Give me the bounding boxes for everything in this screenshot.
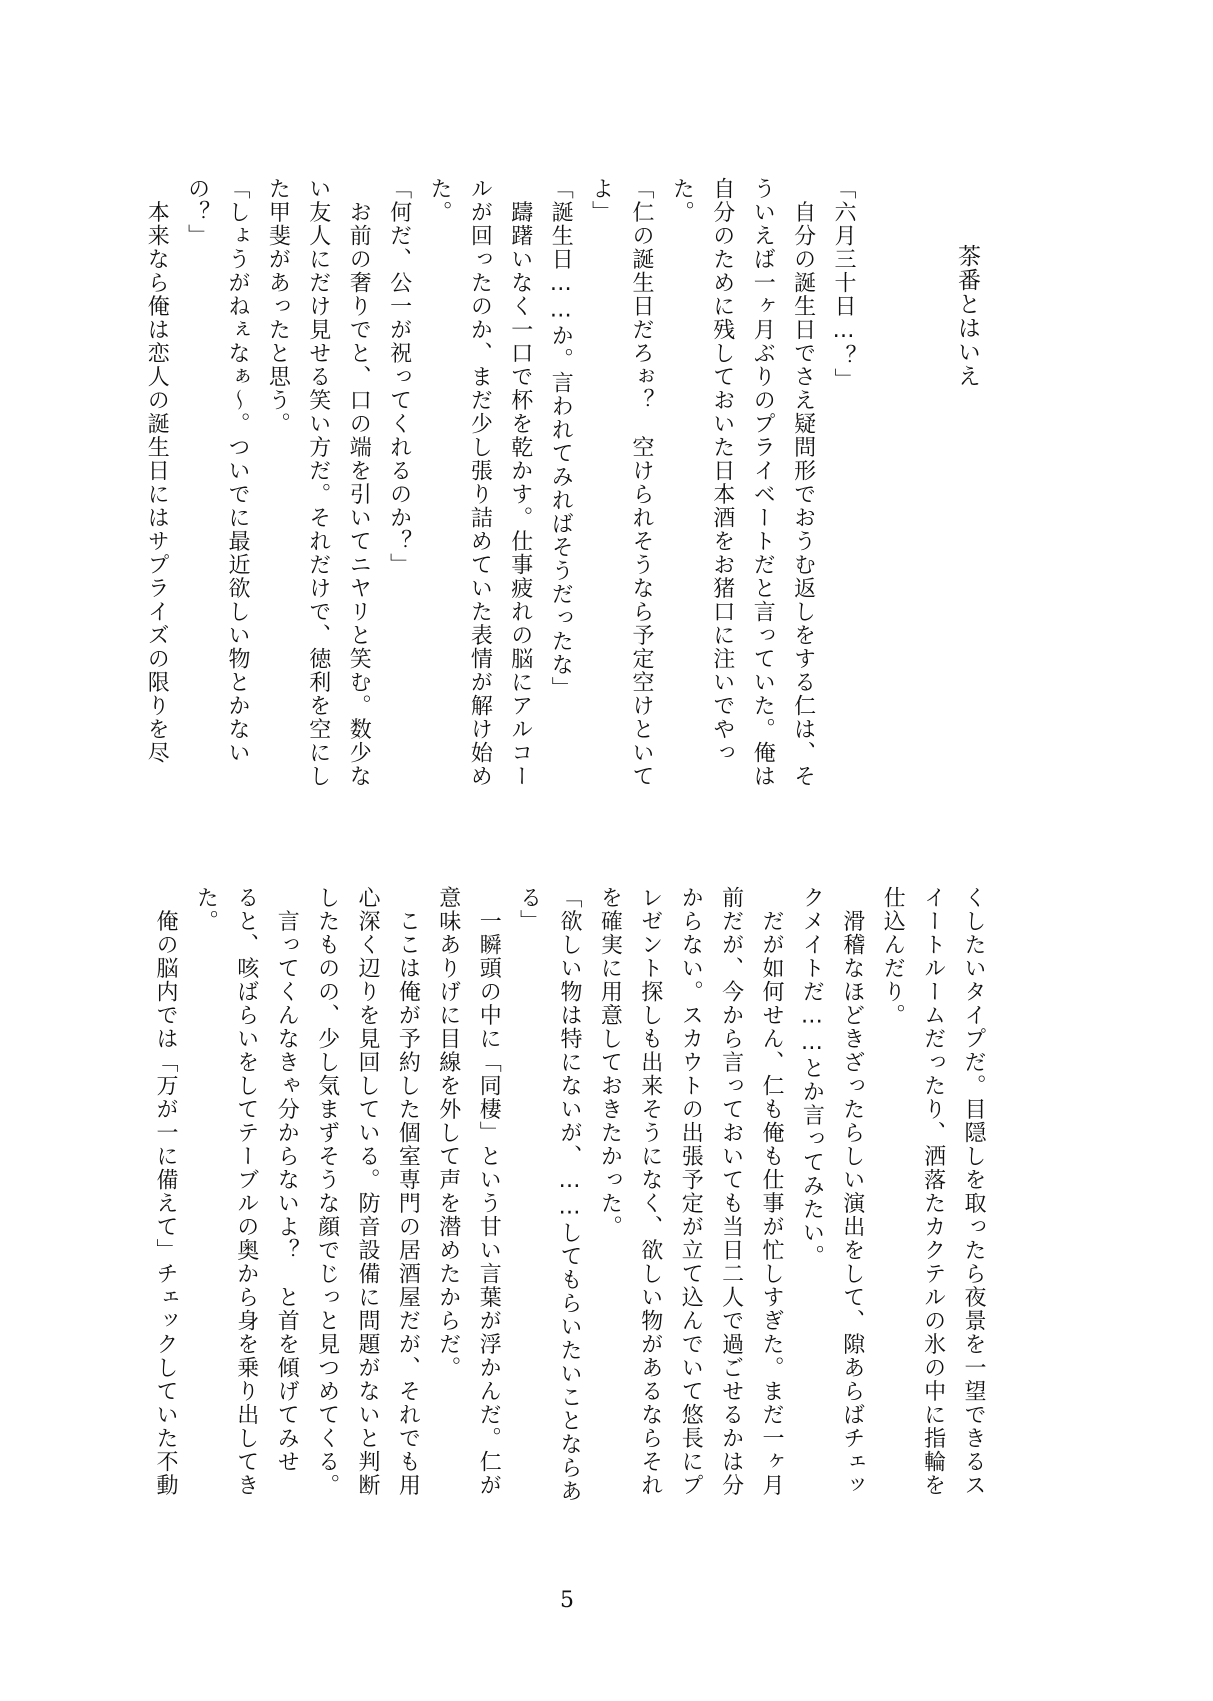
text-line: 自分のために残しておいた日本酒をお猪口に注いでやっ	[709, 177, 735, 765]
text-line: た。	[669, 177, 695, 224]
text-line: ここは俺が予約した個室専門の居酒屋だが、それでも用	[395, 886, 421, 1497]
text-line: だが如何せん、仁も俺も仕事が忙しすぎた。まだ一ヶ月	[759, 886, 784, 1497]
text-line: したものの、少し気まずそうな顔でじっと見つめてくる。	[314, 886, 340, 1497]
text-line: を確実に用意しておきたかった。	[597, 886, 623, 1239]
text-line: お前の奢りでと、口の端を引いてニヤリと笑む。数少な	[346, 177, 372, 788]
text-line: の？」	[184, 177, 210, 248]
text-line: 滑稽なほどきざったらしい演出をして、隙あらばチェッ	[839, 886, 865, 1497]
text-line: 俺の脳内では「万が一に備えて」チェックしていた不動	[153, 886, 178, 1497]
text-line: 「しょうがねぇなぁ～。ついでに最近欲しい物とかない	[225, 177, 250, 765]
text-line: 意味ありげに目線を外して声を潜めたからだ。	[435, 886, 461, 1380]
page-number: 5	[560, 1588, 574, 1613]
text-line: 躊躇いなく一口で杯を乾かす。仕事疲れの脳にアルコー	[507, 177, 533, 788]
text-line: イートルームだったり、洒落たカクテルの氷の中に指輪を	[920, 886, 946, 1497]
text-line: 一瞬頭の中に「同棲」という甘い言葉が浮かんだ。仁が	[476, 886, 502, 1497]
text-line: た。	[193, 886, 219, 933]
text-line: くしたいタイプだ。目隠しを取ったら夜景を一望できるス	[961, 886, 986, 1497]
text-line: る」	[516, 886, 542, 933]
chapter-title: 茶番とはいえ	[954, 244, 980, 388]
text-line: た。	[427, 177, 452, 224]
text-line: ういえば一ヶ月ぶりのプライベートだと言っていた。俺は	[750, 177, 776, 788]
text-line: 「仁の誕生日だろぉ？ 空けられそうなら予定空けといて	[629, 177, 654, 788]
text-line: 「六月三十日…？」	[831, 177, 856, 392]
text-line: 言ってくんなきゃ分からないよ？ と首を傾げてみせ	[274, 886, 300, 1474]
text-line: い友人にだけ見せる笑い方だ。それだけで、徳利を空にし	[305, 177, 331, 788]
text-line: 「何だ、公一が祝ってくれるのか？」	[386, 177, 412, 577]
text-line: 「誕生日……か。言われてみればそうだったな」	[548, 177, 574, 700]
text-line: ルが回ったのか、まだ少し張り詰めていた表情が解け始め	[467, 177, 493, 788]
text-line: 前だが、今から言っておいても当日二人で過ごせるかは分	[718, 886, 744, 1497]
text-line: レゼント探しも出来そうになく、欲しい物があるならそれ	[637, 886, 663, 1497]
text-line: 自分の誕生日でさえ疑問形でおうむ返しをする仁は、そ	[790, 177, 816, 788]
text-line: よ」	[588, 177, 614, 224]
text-line: 「欲しい物は特にないが、……してもらいたいことならあ	[557, 886, 582, 1503]
text-line: ると、咳ばらいをしてテーブルの奥から身を乗り出してき	[233, 886, 259, 1497]
text-line: 仕込んだり。	[880, 886, 906, 1027]
text-line: た甲斐があったと思う。	[265, 177, 291, 436]
text-line: クメイトだ……とか言ってみたい。	[799, 886, 825, 1268]
text-line: からない。スカウトの出張予定が立て込んでいて悠長にプ	[678, 886, 704, 1497]
text-line: 心深く辺りを見回している。防音設備に問題がないと判断	[355, 886, 380, 1497]
text-line: 本来なら俺は恋人の誕生日にはサプライズの限りを尽	[144, 177, 170, 765]
